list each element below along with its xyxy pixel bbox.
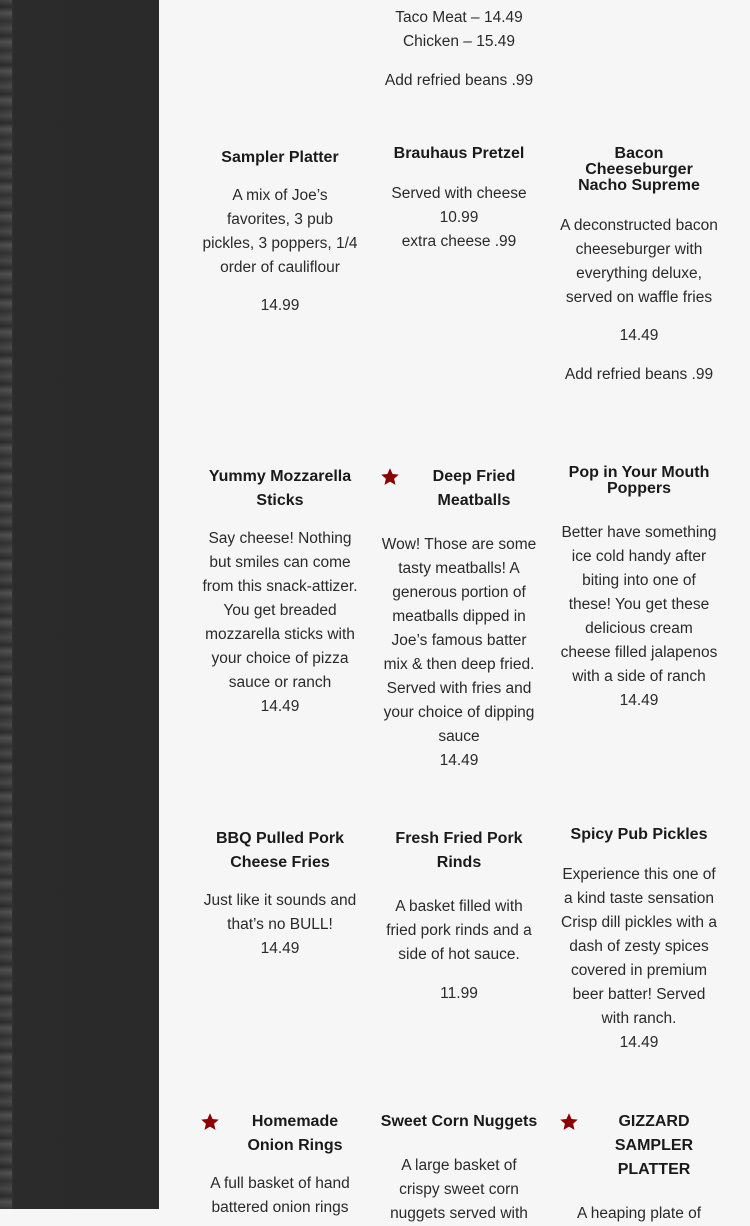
menu-item-brauhaus-pretzel: [379, 142, 539, 254]
item-price: 14.49: [439, 752, 479, 769]
item-description: Just like it sounds and that’s no BULL!: [203, 892, 357, 933]
menu-item-sampler-platter: [200, 146, 360, 318]
item-description: Served with cheese: [391, 185, 527, 202]
sidebar-background: [0, 0, 159, 1209]
menu-item-poppers: [559, 465, 719, 713]
item-title: Homemade Onion Rings: [247, 1113, 343, 1154]
sidebar-texture-edge: [0, 0, 12, 1209]
item-title: Brauhaus Pretzel: [393, 145, 525, 162]
item-price: 14.49: [619, 692, 659, 709]
item-description: Say cheese! Nothing but smiles can come from this snack-attizer. You get breaded mozzarella sticks with your choice of pizza sauce or ranch: [202, 530, 358, 691]
item-price: 14.49: [260, 698, 300, 715]
item-description: A basket filled with fried pork rinds and a side of hot sauce.: [386, 898, 532, 963]
menu-item-bacon-nacho-supreme: [559, 146, 719, 387]
item-title: Sampler Platter: [221, 149, 339, 166]
item-description: A mix of Joe’s favorites, 3 pub pickles, 3 poppers, 1/4 order of cauliflour: [202, 187, 358, 276]
item-title: Sweet Corn Nuggets: [380, 1113, 538, 1130]
item-title: Pop in Your Mouth Poppers: [568, 464, 710, 497]
menu-item-spicy-pub-pickles: [559, 823, 719, 1055]
item-addon: Add refried beans .99: [564, 366, 714, 383]
menu-item-mozzarella-sticks: [200, 465, 360, 719]
item-description: A deconstructed bacon cheeseburger with everything deluxe, served on waffle fries: [560, 217, 718, 306]
item-price: 14.99: [260, 297, 300, 314]
item-price: 14.49: [260, 940, 300, 957]
item-description: A large basket of crispy sweet corn nuggets served with: [390, 1157, 528, 1222]
item-title: Bacon Cheeseburger Nacho Supreme: [578, 145, 700, 194]
item-price: 10.99: [439, 209, 479, 226]
item-description: A heaping plate of: [576, 1205, 702, 1222]
top-price-line-1: Taco Meat – 14.49: [395, 9, 523, 26]
item-extra: extra cheese .99: [401, 233, 517, 250]
menu-item-onion-rings: [200, 1110, 360, 1220]
item-price: 11.99: [440, 985, 478, 1002]
item-title: Fresh Fried Pork Rinds: [395, 830, 523, 871]
menu-item-pork-rinds: [379, 827, 539, 1006]
item-price: 14.49: [619, 327, 659, 344]
item-title: Spicy Pub Pickles: [570, 826, 708, 843]
item-title: GIZZARD SAMPLER PLATTER: [614, 1113, 694, 1178]
menu-content: [159, 0, 750, 1222]
top-addon: Add refried beans .99: [384, 72, 534, 89]
item-price: 14.49: [619, 1034, 659, 1051]
top-price-line-2: Chicken – 15.49: [402, 33, 516, 50]
menu-item-top: [379, 6, 539, 93]
item-title: Yummy Mozzarella Sticks: [208, 468, 352, 509]
item-title: BBQ Pulled Pork Cheese Fries: [215, 830, 345, 871]
item-description: Experience this one of a kind taste sensation Crisp dill pickles with a dash of zesty spices covered in premium beer batter! Served with ranch.: [561, 866, 717, 1027]
menu-item-bbq-pork-fries: [200, 827, 360, 961]
item-description: Wow! Those are some tasty meatballs! A generous portion of meatballs dipped in Joe’s famous batter mix & then deep fried. Served with fries and your choice of dipping sauce: [381, 536, 537, 745]
item-description: A full basket of hand battered onion rings: [210, 1175, 350, 1216]
item-title: Deep Fried Meatballs: [432, 468, 516, 509]
item-description: Better have something ice cold handy after biting into one of these! You get these delicious cream cheese filled jalapenos with a side of ranch: [560, 524, 718, 685]
menu-item-deep-fried-meatballs: [379, 465, 539, 773]
